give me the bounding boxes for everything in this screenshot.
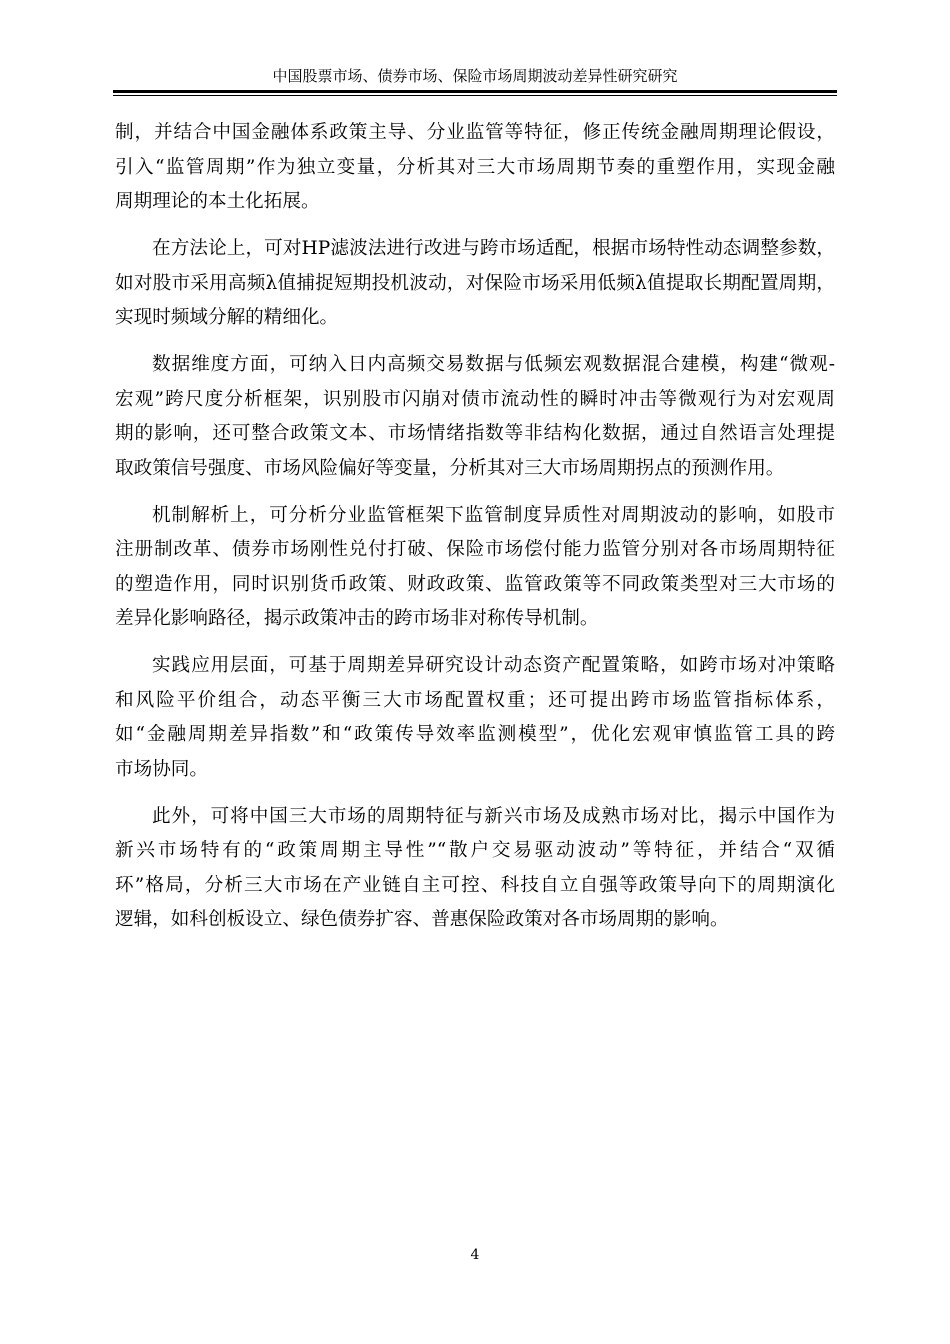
text-line: 实现时频域分解的精细化。 <box>115 307 339 328</box>
text-line: 逻辑，如科创板设立、绿色债券扩容、普惠保险政策对各市场周期的影响。 <box>115 909 729 930</box>
text-line: 宏观”跨尺度分析框架，识别股市闪崩对债市流动性的瞬时冲击等微观行为对宏观周 <box>115 388 835 410</box>
text-line: 取政策信号强度、市场风险偏好等变量，分析其对三大市场周期拐点的预测作用。 <box>115 457 785 479</box>
header-rule-thick <box>113 90 837 93</box>
text-line: 机制解析上，可分析分业监管框架下监管制度异质性对周期波动的影响，如股市 <box>152 504 835 526</box>
text-line: 实践应用层面，可基于周期差异研究设计动态资产配置策略，如跨市场对冲策略 <box>152 655 835 676</box>
text-line: 注册制改革、债券市场刚性兑付打破、保险市场偿付能力监管分别对各市场周期特征 <box>115 539 835 560</box>
text-line: 如“金融周期差异指数”和“政策传导效率监测模型”，优化宏观审慎监管工具的跨 <box>115 724 835 745</box>
text-line: 期的影响，还可整合政策文本、市场情绪指数等非结构化数据，通过自然语言处理提 <box>115 423 835 444</box>
paragraph <box>115 116 835 220</box>
text-line: 如对股市采用高频λ值捕捉短期投机波动，对保险市场采用低频λ值提取长期配置周期， <box>115 272 835 294</box>
paragraph <box>115 800 835 938</box>
paragraph <box>115 348 835 486</box>
header-rule-thin <box>113 95 837 96</box>
paragraph <box>115 232 835 336</box>
text-line: 和风险平价组合，动态平衡三大市场配置权重；还可提出跨市场监管指标体系， <box>115 689 835 711</box>
page-number: 4 <box>470 1247 480 1263</box>
document-body <box>115 116 835 950</box>
text-line: 的塑造作用，同时识别货币政策、财政政策、监管政策等不同政策类型对三大市场的 <box>115 573 835 595</box>
running-header: 中国股票市场、债券市场、保险市场周期波动差异性研究研究 <box>272 67 678 85</box>
text-line: 制，并结合中国金融体系政策主导、分业监管等特征，修正传统金融周期理论假设， <box>115 122 835 143</box>
paragraph <box>115 499 835 637</box>
text-line: 此外，可将中国三大市场的周期特征与新兴市场及成熟市场对比，揭示中国作为 <box>152 805 835 827</box>
text-line: 差异化影响路径，揭示政策冲击的跨市场非对称传导机制。 <box>115 608 599 629</box>
text-line: 数据维度方面，可纳入日内高频交易数据与低频宏观数据混合建模，构建“微观- <box>152 354 835 375</box>
text-line: 市场协同。 <box>115 758 208 780</box>
text-line: 环”格局，分析三大市场在产业链自主可控、科技自立自强等政策导向下的周期演化 <box>115 874 835 896</box>
text-line: 在方法论上，可对HP滤波法进行改进与跨市场适配，根据市场特性动态调整参数， <box>152 238 835 259</box>
paragraph <box>115 649 835 787</box>
text-line: 周期理论的本土化拓展。 <box>115 191 320 212</box>
text-line: 新兴市场特有的“政策周期主导性”“散户交易驱动波动”等特征，并结合“双循 <box>115 840 835 861</box>
text-line: 引入“监管周期”作为独立变量，分析其对三大市场周期节奏的重塑作用，实现金融 <box>115 156 835 178</box>
